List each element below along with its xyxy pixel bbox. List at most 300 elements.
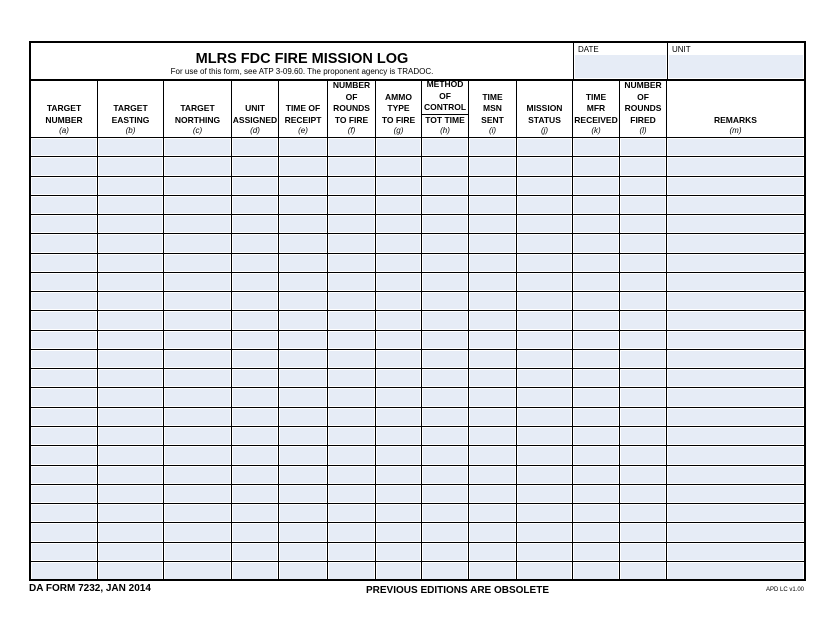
entry-field[interactable] — [99, 139, 162, 155]
entry-field[interactable] — [518, 178, 571, 194]
entry-field[interactable] — [329, 486, 374, 502]
entry-field[interactable] — [470, 274, 515, 290]
entry-field[interactable] — [470, 139, 515, 155]
entry-field[interactable] — [621, 235, 665, 251]
entry-field[interactable] — [329, 197, 374, 213]
entry-field[interactable] — [32, 428, 96, 444]
entry-field[interactable] — [280, 563, 326, 579]
entry-field[interactable] — [233, 563, 277, 579]
entry-field[interactable] — [233, 447, 277, 463]
entry-field[interactable] — [470, 312, 515, 328]
entry-field[interactable] — [329, 409, 374, 425]
entry-field[interactable] — [233, 197, 277, 213]
entry-field[interactable] — [668, 255, 803, 271]
entry-field[interactable] — [377, 370, 420, 386]
entry-field[interactable] — [99, 467, 162, 483]
entry-field[interactable] — [165, 563, 230, 579]
entry-field[interactable] — [165, 544, 230, 560]
entry-field[interactable] — [518, 524, 571, 540]
entry-field[interactable] — [165, 467, 230, 483]
entry-field[interactable] — [621, 486, 665, 502]
entry-field[interactable] — [574, 255, 618, 271]
entry-field[interactable] — [470, 235, 515, 251]
entry-field[interactable] — [233, 178, 277, 194]
entry-field[interactable] — [329, 293, 374, 309]
entry-field[interactable] — [280, 293, 326, 309]
entry-field[interactable] — [518, 197, 571, 213]
entry-field[interactable] — [377, 235, 420, 251]
entry-field[interactable] — [518, 370, 571, 386]
entry-field[interactable] — [621, 389, 665, 405]
entry-field[interactable] — [32, 544, 96, 560]
entry-field[interactable] — [621, 312, 665, 328]
entry-field[interactable] — [423, 197, 467, 213]
entry-field[interactable] — [280, 544, 326, 560]
unit-field[interactable] — [669, 55, 803, 78]
entry-field[interactable] — [470, 428, 515, 444]
entry-field[interactable] — [668, 467, 803, 483]
entry-field[interactable] — [518, 139, 571, 155]
entry-field[interactable] — [518, 158, 571, 174]
entry-field[interactable] — [518, 255, 571, 271]
entry-field[interactable] — [470, 332, 515, 348]
entry-field[interactable] — [574, 197, 618, 213]
entry-field[interactable] — [165, 447, 230, 463]
entry-field[interactable] — [165, 235, 230, 251]
entry-field[interactable] — [32, 486, 96, 502]
entry-field[interactable] — [32, 235, 96, 251]
entry-field[interactable] — [329, 274, 374, 290]
entry-field[interactable] — [32, 563, 96, 579]
entry-field[interactable] — [423, 467, 467, 483]
entry-field[interactable] — [165, 139, 230, 155]
entry-field[interactable] — [329, 467, 374, 483]
date-field[interactable] — [575, 55, 666, 78]
entry-field[interactable] — [32, 178, 96, 194]
entry-field[interactable] — [621, 178, 665, 194]
entry-field[interactable] — [32, 216, 96, 232]
entry-field[interactable] — [668, 158, 803, 174]
entry-field[interactable] — [377, 312, 420, 328]
entry-field[interactable] — [518, 428, 571, 444]
entry-field[interactable] — [377, 563, 420, 579]
entry-field[interactable] — [32, 312, 96, 328]
entry-field[interactable] — [668, 505, 803, 521]
entry-field[interactable] — [668, 389, 803, 405]
entry-field[interactable] — [423, 409, 467, 425]
entry-field[interactable] — [668, 409, 803, 425]
entry-field[interactable] — [280, 447, 326, 463]
entry-field[interactable] — [574, 370, 618, 386]
entry-field[interactable] — [233, 428, 277, 444]
entry-field[interactable] — [32, 409, 96, 425]
entry-field[interactable] — [99, 274, 162, 290]
entry-field[interactable] — [329, 370, 374, 386]
entry-field[interactable] — [518, 216, 571, 232]
entry-field[interactable] — [377, 158, 420, 174]
entry-field[interactable] — [377, 486, 420, 502]
entry-field[interactable] — [668, 274, 803, 290]
entry-field[interactable] — [32, 505, 96, 521]
entry-field[interactable] — [99, 235, 162, 251]
entry-field[interactable] — [377, 216, 420, 232]
entry-field[interactable] — [280, 197, 326, 213]
entry-field[interactable] — [574, 428, 618, 444]
entry-field[interactable] — [165, 389, 230, 405]
entry-field[interactable] — [621, 467, 665, 483]
entry-field[interactable] — [668, 139, 803, 155]
entry-field[interactable] — [423, 235, 467, 251]
entry-field[interactable] — [470, 563, 515, 579]
entry-field[interactable] — [574, 158, 618, 174]
entry-field[interactable] — [470, 255, 515, 271]
entry-field[interactable] — [99, 370, 162, 386]
entry-field[interactable] — [280, 428, 326, 444]
entry-field[interactable] — [574, 351, 618, 367]
entry-field[interactable] — [32, 158, 96, 174]
entry-field[interactable] — [165, 293, 230, 309]
entry-field[interactable] — [165, 428, 230, 444]
entry-field[interactable] — [423, 178, 467, 194]
entry-field[interactable] — [329, 235, 374, 251]
entry-field[interactable] — [470, 389, 515, 405]
entry-field[interactable] — [280, 178, 326, 194]
entry-field[interactable] — [165, 409, 230, 425]
entry-field[interactable] — [518, 486, 571, 502]
entry-field[interactable] — [99, 293, 162, 309]
entry-field[interactable] — [165, 332, 230, 348]
entry-field[interactable] — [574, 178, 618, 194]
entry-field[interactable] — [32, 293, 96, 309]
entry-field[interactable] — [377, 467, 420, 483]
entry-field[interactable] — [377, 255, 420, 271]
entry-field[interactable] — [470, 524, 515, 540]
entry-field[interactable] — [574, 447, 618, 463]
entry-field[interactable] — [99, 389, 162, 405]
entry-field[interactable] — [470, 467, 515, 483]
entry-field[interactable] — [329, 312, 374, 328]
entry-field[interactable] — [574, 505, 618, 521]
entry-field[interactable] — [99, 197, 162, 213]
entry-field[interactable] — [99, 409, 162, 425]
entry-field[interactable] — [668, 178, 803, 194]
entry-field[interactable] — [621, 216, 665, 232]
entry-field[interactable] — [377, 409, 420, 425]
entry-field[interactable] — [329, 351, 374, 367]
entry-field[interactable] — [377, 139, 420, 155]
entry-field[interactable] — [233, 505, 277, 521]
entry-field[interactable] — [621, 563, 665, 579]
entry-field[interactable] — [574, 544, 618, 560]
entry-field[interactable] — [621, 351, 665, 367]
entry-field[interactable] — [668, 524, 803, 540]
entry-field[interactable] — [280, 255, 326, 271]
entry-field[interactable] — [423, 389, 467, 405]
entry-field[interactable] — [165, 312, 230, 328]
entry-field[interactable] — [518, 544, 571, 560]
entry-field[interactable] — [329, 139, 374, 155]
entry-field[interactable] — [280, 524, 326, 540]
entry-field[interactable] — [621, 447, 665, 463]
entry-field[interactable] — [99, 428, 162, 444]
entry-field[interactable] — [280, 274, 326, 290]
entry-field[interactable] — [574, 332, 618, 348]
entry-field[interactable] — [377, 544, 420, 560]
entry-field[interactable] — [423, 563, 467, 579]
entry-field[interactable] — [165, 197, 230, 213]
entry-field[interactable] — [377, 428, 420, 444]
entry-field[interactable] — [423, 312, 467, 328]
entry-field[interactable] — [233, 216, 277, 232]
entry-field[interactable] — [377, 197, 420, 213]
entry-field[interactable] — [280, 467, 326, 483]
entry-field[interactable] — [574, 274, 618, 290]
entry-field[interactable] — [621, 332, 665, 348]
entry-field[interactable] — [668, 351, 803, 367]
entry-field[interactable] — [668, 370, 803, 386]
entry-field[interactable] — [423, 139, 467, 155]
entry-field[interactable] — [668, 312, 803, 328]
entry-field[interactable] — [233, 293, 277, 309]
entry-field[interactable] — [233, 467, 277, 483]
entry-field[interactable] — [233, 312, 277, 328]
entry-field[interactable] — [233, 370, 277, 386]
entry-field[interactable] — [329, 428, 374, 444]
entry-field[interactable] — [621, 409, 665, 425]
entry-field[interactable] — [329, 524, 374, 540]
entry-field[interactable] — [574, 409, 618, 425]
entry-field[interactable] — [329, 158, 374, 174]
entry-field[interactable] — [574, 486, 618, 502]
entry-field[interactable] — [377, 293, 420, 309]
entry-field[interactable] — [280, 409, 326, 425]
entry-field[interactable] — [165, 158, 230, 174]
entry-field[interactable] — [574, 524, 618, 540]
entry-field[interactable] — [621, 197, 665, 213]
entry-field[interactable] — [329, 447, 374, 463]
entry-field[interactable] — [99, 255, 162, 271]
entry-field[interactable] — [32, 255, 96, 271]
entry-field[interactable] — [280, 486, 326, 502]
entry-field[interactable] — [165, 505, 230, 521]
entry-field[interactable] — [668, 332, 803, 348]
entry-field[interactable] — [518, 235, 571, 251]
entry-field[interactable] — [621, 139, 665, 155]
entry-field[interactable] — [280, 351, 326, 367]
entry-field[interactable] — [668, 428, 803, 444]
entry-field[interactable] — [668, 447, 803, 463]
entry-field[interactable] — [574, 293, 618, 309]
entry-field[interactable] — [329, 505, 374, 521]
entry-field[interactable] — [574, 139, 618, 155]
entry-field[interactable] — [377, 389, 420, 405]
entry-field[interactable] — [518, 351, 571, 367]
entry-field[interactable] — [668, 235, 803, 251]
entry-field[interactable] — [99, 216, 162, 232]
entry-field[interactable] — [668, 197, 803, 213]
entry-field[interactable] — [470, 486, 515, 502]
entry-field[interactable] — [165, 486, 230, 502]
entry-field[interactable] — [165, 524, 230, 540]
entry-field[interactable] — [621, 428, 665, 444]
entry-field[interactable] — [377, 274, 420, 290]
entry-field[interactable] — [32, 197, 96, 213]
entry-field[interactable] — [32, 139, 96, 155]
entry-field[interactable] — [423, 274, 467, 290]
entry-field[interactable] — [668, 486, 803, 502]
entry-field[interactable] — [329, 178, 374, 194]
entry-field[interactable] — [280, 139, 326, 155]
entry-field[interactable] — [423, 544, 467, 560]
entry-field[interactable] — [99, 178, 162, 194]
entry-field[interactable] — [233, 158, 277, 174]
entry-field[interactable] — [99, 312, 162, 328]
entry-field[interactable] — [233, 486, 277, 502]
entry-field[interactable] — [423, 505, 467, 521]
entry-field[interactable] — [668, 544, 803, 560]
entry-field[interactable] — [280, 216, 326, 232]
entry-field[interactable] — [470, 544, 515, 560]
entry-field[interactable] — [233, 351, 277, 367]
entry-field[interactable] — [423, 524, 467, 540]
entry-field[interactable] — [377, 351, 420, 367]
entry-field[interactable] — [32, 447, 96, 463]
entry-field[interactable] — [668, 563, 803, 579]
entry-field[interactable] — [470, 447, 515, 463]
entry-field[interactable] — [233, 274, 277, 290]
entry-field[interactable] — [99, 505, 162, 521]
entry-field[interactable] — [518, 293, 571, 309]
entry-field[interactable] — [518, 447, 571, 463]
entry-field[interactable] — [621, 255, 665, 271]
entry-field[interactable] — [668, 293, 803, 309]
entry-field[interactable] — [470, 351, 515, 367]
entry-field[interactable] — [518, 312, 571, 328]
entry-field[interactable] — [470, 158, 515, 174]
entry-field[interactable] — [423, 158, 467, 174]
entry-field[interactable] — [470, 216, 515, 232]
entry-field[interactable] — [280, 332, 326, 348]
entry-field[interactable] — [574, 389, 618, 405]
entry-field[interactable] — [423, 486, 467, 502]
entry-field[interactable] — [99, 524, 162, 540]
entry-field[interactable] — [621, 158, 665, 174]
entry-field[interactable] — [280, 158, 326, 174]
entry-field[interactable] — [165, 216, 230, 232]
entry-field[interactable] — [518, 389, 571, 405]
entry-field[interactable] — [99, 486, 162, 502]
entry-field[interactable] — [423, 293, 467, 309]
entry-field[interactable] — [470, 293, 515, 309]
entry-field[interactable] — [32, 274, 96, 290]
entry-field[interactable] — [233, 524, 277, 540]
entry-field[interactable] — [470, 370, 515, 386]
entry-field[interactable] — [329, 332, 374, 348]
entry-field[interactable] — [99, 332, 162, 348]
entry-field[interactable] — [99, 544, 162, 560]
entry-field[interactable] — [280, 370, 326, 386]
entry-field[interactable] — [621, 544, 665, 560]
entry-field[interactable] — [233, 139, 277, 155]
entry-field[interactable] — [518, 274, 571, 290]
entry-field[interactable] — [233, 409, 277, 425]
entry-field[interactable] — [518, 409, 571, 425]
entry-field[interactable] — [32, 332, 96, 348]
entry-field[interactable] — [329, 216, 374, 232]
entry-field[interactable] — [518, 505, 571, 521]
entry-field[interactable] — [377, 447, 420, 463]
entry-field[interactable] — [32, 351, 96, 367]
entry-field[interactable] — [423, 370, 467, 386]
entry-field[interactable] — [574, 467, 618, 483]
entry-field[interactable] — [518, 467, 571, 483]
entry-field[interactable] — [165, 178, 230, 194]
entry-field[interactable] — [280, 235, 326, 251]
entry-field[interactable] — [377, 524, 420, 540]
entry-field[interactable] — [574, 216, 618, 232]
entry-field[interactable] — [233, 544, 277, 560]
entry-field[interactable] — [99, 563, 162, 579]
entry-field[interactable] — [574, 235, 618, 251]
entry-field[interactable] — [470, 505, 515, 521]
entry-field[interactable] — [329, 544, 374, 560]
entry-field[interactable] — [470, 178, 515, 194]
entry-field[interactable] — [233, 332, 277, 348]
entry-field[interactable] — [280, 389, 326, 405]
entry-field[interactable] — [621, 274, 665, 290]
entry-field[interactable] — [621, 524, 665, 540]
entry-field[interactable] — [32, 524, 96, 540]
entry-field[interactable] — [99, 351, 162, 367]
entry-field[interactable] — [329, 563, 374, 579]
entry-field[interactable] — [423, 255, 467, 271]
entry-field[interactable] — [518, 332, 571, 348]
entry-field[interactable] — [233, 235, 277, 251]
entry-field[interactable] — [280, 505, 326, 521]
entry-field[interactable] — [518, 563, 571, 579]
entry-field[interactable] — [621, 505, 665, 521]
entry-field[interactable] — [423, 447, 467, 463]
entry-field[interactable] — [32, 467, 96, 483]
entry-field[interactable] — [165, 351, 230, 367]
entry-field[interactable] — [32, 370, 96, 386]
entry-field[interactable] — [329, 389, 374, 405]
entry-field[interactable] — [280, 312, 326, 328]
entry-field[interactable] — [423, 351, 467, 367]
entry-field[interactable] — [377, 332, 420, 348]
entry-field[interactable] — [165, 274, 230, 290]
entry-field[interactable] — [329, 255, 374, 271]
entry-field[interactable] — [165, 370, 230, 386]
entry-field[interactable] — [668, 216, 803, 232]
entry-field[interactable] — [423, 216, 467, 232]
entry-field[interactable] — [99, 158, 162, 174]
entry-field[interactable] — [377, 178, 420, 194]
entry-field[interactable] — [574, 563, 618, 579]
entry-field[interactable] — [377, 505, 420, 521]
entry-field[interactable] — [165, 255, 230, 271]
entry-field[interactable] — [99, 447, 162, 463]
entry-field[interactable] — [423, 332, 467, 348]
entry-field[interactable] — [233, 389, 277, 405]
entry-field[interactable] — [32, 389, 96, 405]
entry-field[interactable] — [233, 255, 277, 271]
entry-field[interactable] — [621, 370, 665, 386]
entry-field[interactable] — [470, 409, 515, 425]
entry-field[interactable] — [621, 293, 665, 309]
entry-field[interactable] — [574, 312, 618, 328]
entry-field[interactable] — [470, 197, 515, 213]
